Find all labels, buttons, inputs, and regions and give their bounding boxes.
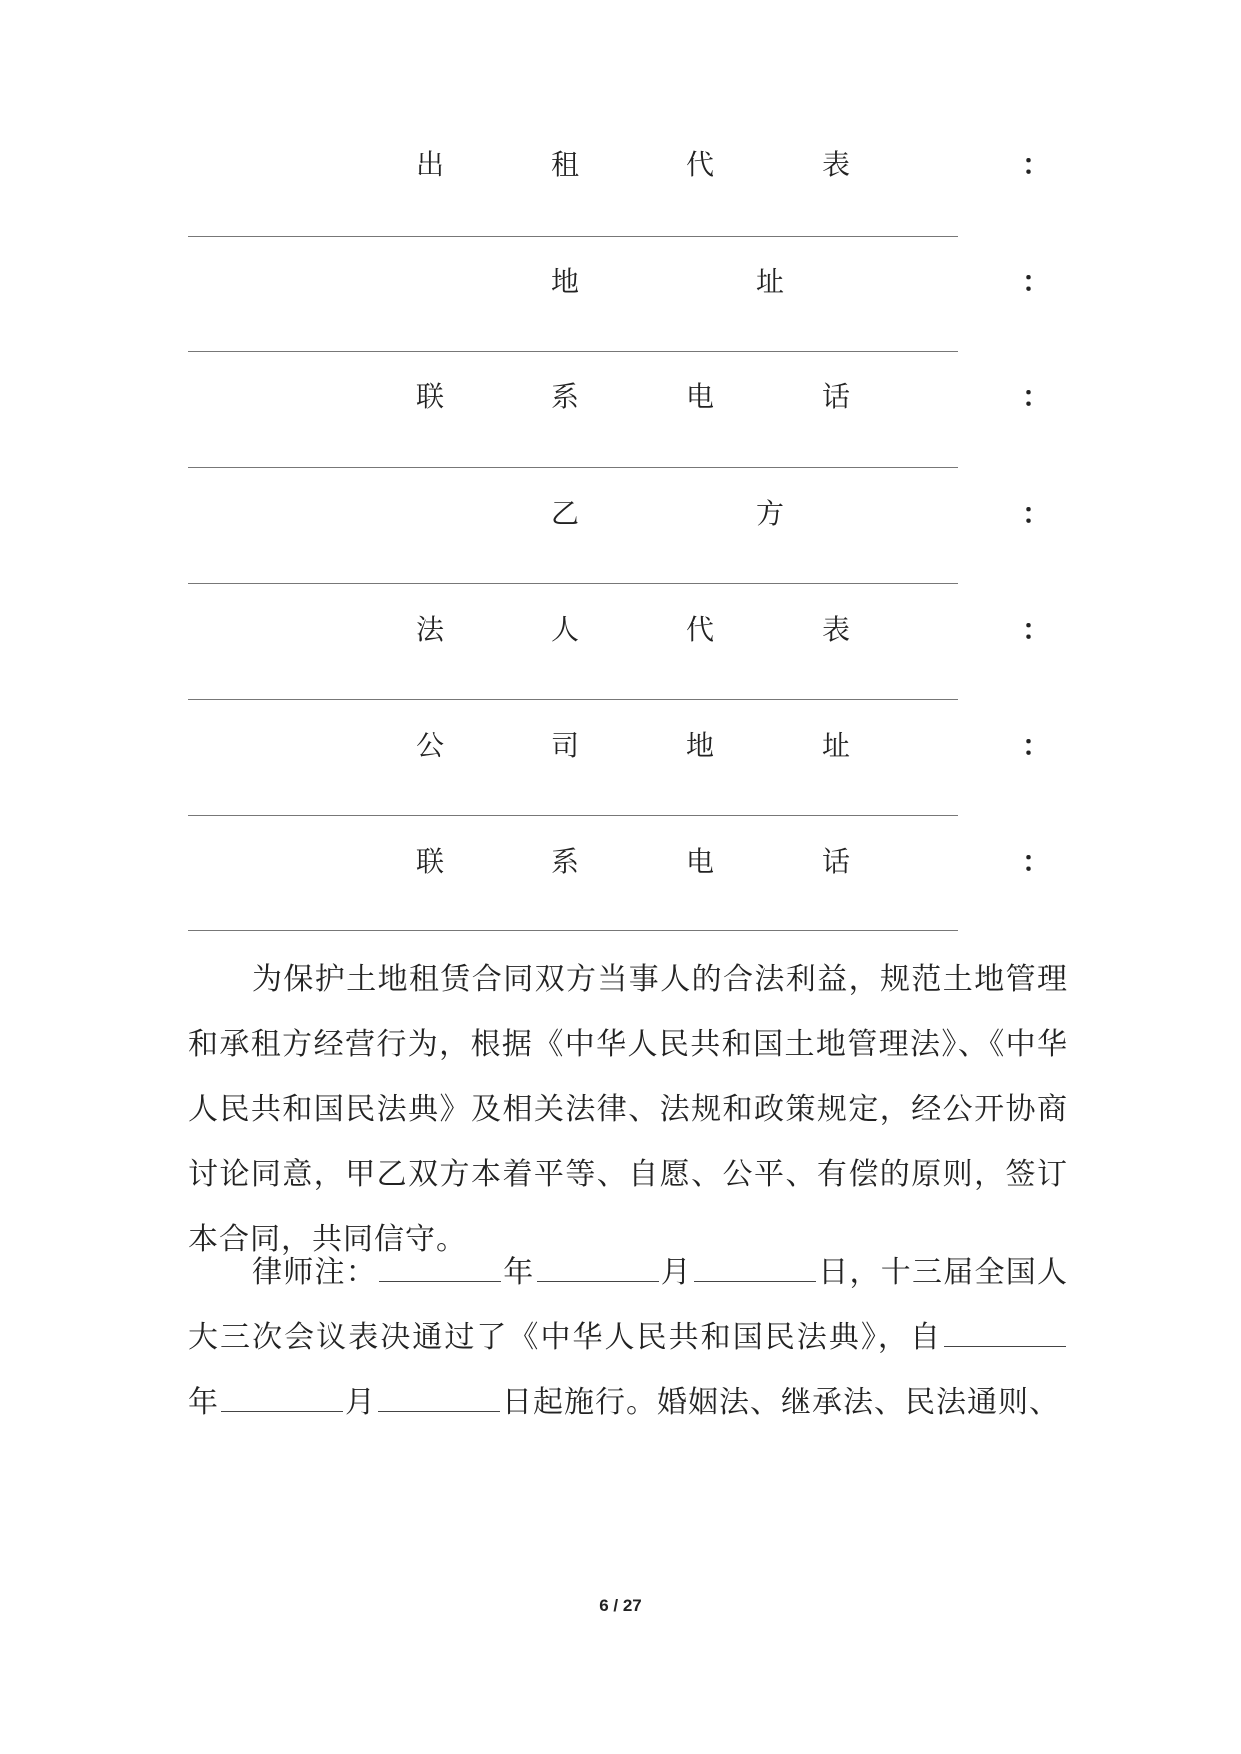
- form-colon: ：: [1022, 265, 1051, 298]
- form-row-company-address: [0, 726, 1241, 766]
- form-label-char: 话: [821, 380, 850, 413]
- form-label-char: 址: [755, 265, 784, 298]
- form-row-address: [0, 262, 1241, 302]
- form-label-char: 电: [685, 380, 714, 413]
- form-label-char: 系: [550, 845, 579, 878]
- page-number: 6 / 27: [599, 1596, 642, 1615]
- form-colon: ：: [1022, 613, 1051, 646]
- form-label-char: 人: [550, 613, 579, 646]
- signature-line: [188, 699, 958, 700]
- form-label-char: 系: [550, 380, 579, 413]
- form-row-party-b: [0, 494, 1241, 534]
- note-text: 日起施行。婚姻法、继承法、民法通则、: [502, 1385, 1060, 1420]
- form-label-char: 法: [415, 613, 444, 646]
- form-label-char: 地: [550, 265, 579, 298]
- form-label-char: 联: [415, 380, 444, 413]
- form-row-phone-b: [0, 842, 1241, 882]
- form-label-char: 公: [415, 729, 444, 762]
- note-text: 年: [503, 1255, 535, 1290]
- blank-day: [378, 1381, 500, 1412]
- signature-line: [188, 815, 958, 816]
- form-colon: ：: [1022, 845, 1051, 878]
- form-label-char: 表: [821, 613, 850, 646]
- blank-year: [944, 1316, 1066, 1347]
- note-text: 日，十三届全国人大三次会议表决通过了《中华人民共和国民法典》，自: [188, 1255, 1068, 1355]
- note-text: 月: [345, 1385, 376, 1420]
- note-label: 律师注：: [252, 1255, 377, 1290]
- form-label-char: 司: [550, 729, 579, 762]
- form-label-char: 地: [685, 729, 714, 762]
- signature-line: [188, 583, 958, 584]
- form-colon: ：: [1022, 380, 1051, 413]
- form-colon: ：: [1022, 497, 1051, 530]
- form-row-lessor-representative: [0, 145, 1241, 185]
- form-label-char: 代: [685, 148, 714, 181]
- blank-year: [379, 1251, 501, 1282]
- form-label-char: 电: [685, 845, 714, 878]
- form-label-char: 话: [821, 845, 850, 878]
- form-label-char: 方: [755, 497, 784, 530]
- form-label-char: 表: [821, 148, 850, 181]
- signature-line: [188, 236, 958, 237]
- signature-line: [188, 467, 958, 468]
- form-row-legal-representative: [0, 610, 1241, 650]
- blank-month: [221, 1381, 343, 1412]
- paragraph-lawyer-note: [188, 1240, 1068, 1435]
- form-label-char: 代: [685, 613, 714, 646]
- blank-day: [694, 1251, 816, 1282]
- paragraph-purpose: [188, 947, 1068, 1272]
- signature-line: [188, 930, 958, 931]
- form-colon: ：: [1022, 729, 1051, 762]
- form-label-char: 联: [415, 845, 444, 878]
- signature-line: [188, 351, 958, 352]
- form-label-char: 乙: [550, 497, 579, 530]
- paragraph-text: 为保护土地租赁合同双方当事人的合法利益，规范土地管理和承租方经营行为，根据《中华人民共和国土地管理法》、《中华人民共和国民法典》及相关法律、法规和政策规定，经公开协商讨论同意，甲乙双方本着平等、自愿、公平、有偿的原则，签订本合同，共同信守。: [188, 962, 1068, 1257]
- form-label-char: 租: [550, 148, 579, 181]
- form-label-char: 址: [821, 729, 850, 762]
- form-label-char: 出: [415, 148, 444, 181]
- form-colon: ：: [1022, 148, 1051, 181]
- note-text: 月: [660, 1255, 692, 1290]
- form-row-phone: [0, 377, 1241, 417]
- note-text: 年: [188, 1385, 219, 1420]
- blank-month: [537, 1251, 659, 1282]
